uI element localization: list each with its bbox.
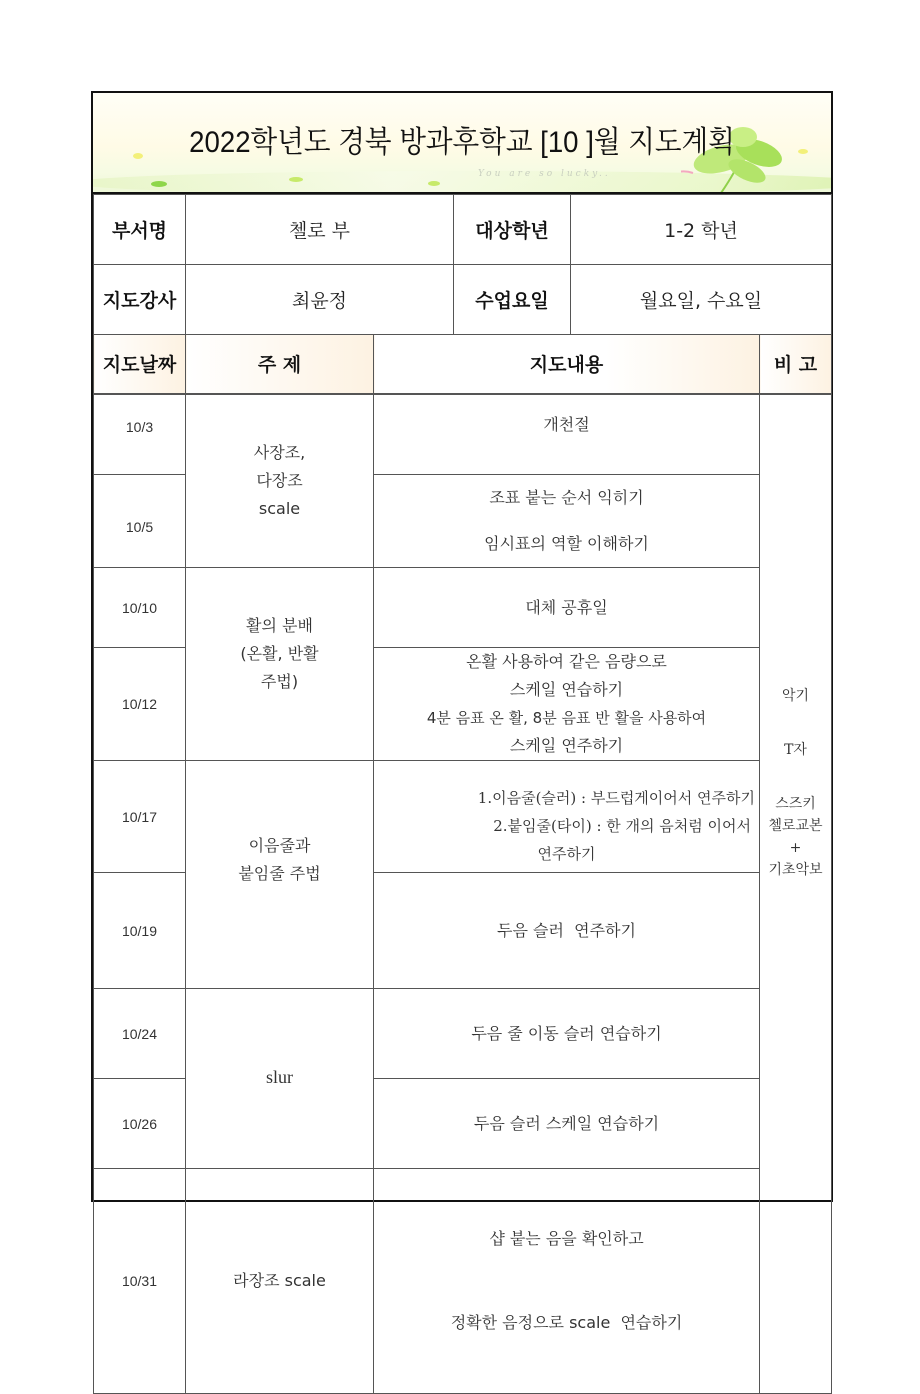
content-line: 4분 음표 온 활, 8분 음표 반 활을 사용하여 bbox=[426, 709, 707, 727]
content-line: 조표 붙는 순서 익히기 bbox=[489, 488, 644, 507]
topic-line: 다장조 bbox=[256, 470, 303, 490]
note-line: + bbox=[789, 839, 802, 856]
page-title: 2022학년도 경북 방과후학교 [10 ]월 지도계획 bbox=[189, 126, 735, 159]
content-line: 두음 줄 이동 슬러 연습하기 bbox=[471, 1024, 662, 1043]
topic-cell bbox=[186, 761, 374, 989]
days-value: 월요일, 수요일 bbox=[571, 265, 832, 335]
topic-cell bbox=[186, 568, 374, 761]
content-line: 2.붙임줄(타이) : 한 개의 음처럼 이어서 bbox=[493, 816, 751, 835]
note-line: 스즈키 bbox=[775, 795, 816, 812]
topic-cell bbox=[186, 989, 374, 1169]
content-cell bbox=[374, 761, 760, 873]
content-cell bbox=[374, 1079, 760, 1169]
topic-line: 붙임줄 주법 bbox=[238, 863, 321, 883]
content-line: 온활 사용하여 같은 음량으로 bbox=[466, 652, 667, 671]
content-line: 두음 슬러 연주하기 bbox=[497, 921, 636, 940]
note-line: 악기 bbox=[781, 687, 810, 704]
date-cell: 10/3 bbox=[94, 394, 186, 475]
content-cell bbox=[374, 475, 760, 568]
table-row bbox=[94, 989, 832, 1079]
content-cell bbox=[374, 648, 760, 761]
header-date: 지도날짜 bbox=[94, 335, 186, 394]
topic-line: 사장조, bbox=[253, 442, 306, 462]
decorative-dot bbox=[428, 181, 440, 186]
date-cell: 10/17 bbox=[94, 761, 186, 873]
plan-header-row bbox=[94, 335, 832, 394]
content-cell bbox=[374, 394, 760, 475]
dept-value: 첼로 부 bbox=[186, 195, 454, 265]
topic-line: 활의 분배 bbox=[246, 616, 313, 635]
topic-line: (온활, 반활 bbox=[240, 644, 319, 663]
topic-line: slur bbox=[266, 1067, 293, 1087]
content-line: 스케일 연주하기 bbox=[509, 736, 624, 755]
content-line: 샵 붙는 음을 확인하고 bbox=[489, 1229, 644, 1248]
info-table bbox=[93, 194, 832, 335]
date-cell: 10/19 bbox=[94, 873, 186, 989]
teacher-label: 지도강사 bbox=[94, 265, 186, 335]
content-line: 개천절 bbox=[543, 414, 590, 434]
topic-line: 이음줄과 bbox=[248, 835, 311, 855]
content-cell bbox=[374, 989, 760, 1079]
days-label: 수업요일 bbox=[454, 265, 571, 335]
content-line: 연주하기 bbox=[537, 844, 596, 863]
banner-tagline: You are so lucky.. bbox=[478, 169, 611, 179]
decorative-dot bbox=[289, 177, 303, 182]
plan-table bbox=[93, 334, 832, 1394]
topic-line: 주법) bbox=[260, 672, 299, 691]
date-cell: 10/31 bbox=[94, 1169, 186, 1394]
decorative-dot bbox=[151, 181, 167, 187]
info-row-dept bbox=[94, 195, 832, 265]
grade-value: 1-2 학년 bbox=[571, 195, 832, 265]
content-line: 대체 공휴일 bbox=[525, 598, 608, 617]
table-row bbox=[94, 1169, 832, 1394]
topic-cell bbox=[186, 394, 374, 568]
note-line: 첼로교본 bbox=[768, 817, 823, 834]
topic-line: 라장조 scale bbox=[233, 1271, 326, 1290]
topic-cell bbox=[186, 1169, 374, 1394]
date-cell: 10/24 bbox=[94, 989, 186, 1079]
content-cell bbox=[374, 1169, 760, 1394]
header-topic: 주 제 bbox=[186, 335, 374, 394]
teacher-value: 최윤정 bbox=[186, 265, 454, 335]
table-row bbox=[94, 761, 832, 873]
note-line: 기초악보 bbox=[768, 861, 823, 878]
date-cell: 10/10 bbox=[94, 568, 186, 648]
content-line: 1.이음줄(슬러) : 부드럽게이어서 연주하기 bbox=[477, 788, 755, 807]
topic-line: scale bbox=[258, 498, 301, 518]
header-note: 비 고 bbox=[760, 335, 832, 394]
content-line: 스케일 연습하기 bbox=[509, 680, 624, 699]
note-cell bbox=[760, 394, 832, 1394]
dept-label: 부서명 bbox=[94, 195, 186, 265]
lesson-plan-document bbox=[91, 91, 833, 1332]
content-line: 임시표의 역할 이해하기 bbox=[484, 534, 649, 553]
table-row bbox=[94, 568, 832, 648]
info-row-teacher bbox=[94, 265, 832, 335]
content-cell bbox=[374, 873, 760, 989]
content-line: 정확한 음정으로 scale 연습하기 bbox=[450, 1313, 683, 1332]
date-cell: 10/12 bbox=[94, 648, 186, 761]
content-line: 두음 슬러 스케일 연습하기 bbox=[473, 1114, 660, 1133]
note-line: T자 bbox=[784, 741, 807, 758]
content-cell bbox=[374, 568, 760, 648]
grade-label: 대상학년 bbox=[454, 195, 571, 265]
table-row bbox=[94, 394, 832, 475]
title-banner bbox=[93, 93, 831, 194]
date-cell: 10/5 bbox=[94, 475, 186, 568]
header-content: 지도내용 bbox=[374, 335, 760, 394]
date-cell: 10/26 bbox=[94, 1079, 186, 1169]
